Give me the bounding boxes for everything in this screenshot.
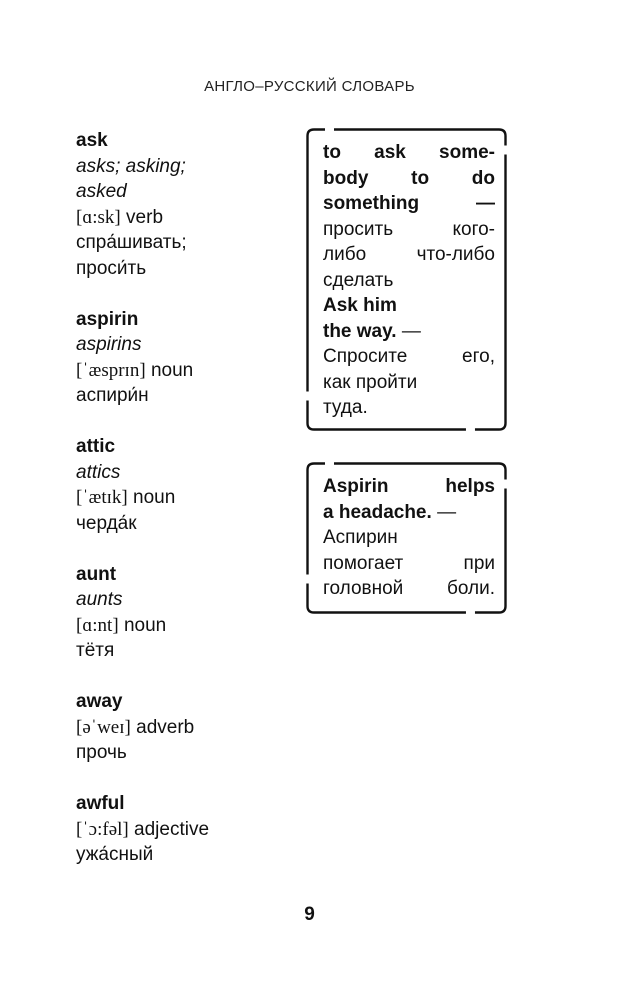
dash: —: [437, 501, 457, 523]
word-forms: attics: [76, 461, 121, 483]
transcription: [ˈæsprɪn]: [76, 359, 146, 381]
pronunciation-line: [76, 485, 286, 511]
phrase-line: to ask some-: [323, 142, 495, 163]
example-box-aspirin: [306, 462, 507, 614]
transcription: [ɑ:nt]: [76, 614, 119, 636]
part-of-speech: adverb: [136, 716, 195, 738]
pronunciation-line: [76, 358, 286, 384]
headword: ask: [76, 130, 108, 151]
entry-away: [76, 689, 286, 766]
headword: aunt: [76, 563, 117, 585]
headword: away: [76, 691, 123, 712]
entry-ask: [76, 128, 286, 281]
entry-awful: [76, 791, 286, 868]
translation: аспири́н: [76, 385, 149, 406]
phrase-line: body to do: [323, 167, 495, 189]
example-line: Ask him: [323, 295, 397, 316]
word-forms: asked: [76, 181, 127, 202]
pronunciation-line: [76, 205, 286, 231]
example-translation-line: помогает при: [323, 552, 495, 574]
headword: attic: [76, 436, 116, 457]
example-translation-line: Спросите его,: [323, 346, 495, 367]
transcription: [ˈɔ:fəl]: [76, 818, 129, 840]
example-line: the way.: [323, 320, 397, 342]
transcription: [əˈweɪ]: [76, 716, 131, 738]
example-translation-line: головной боли.: [323, 578, 495, 599]
part-of-speech: noun: [133, 487, 176, 508]
example-line-with-dash: [323, 500, 495, 526]
example-line: Aspirin helps: [323, 476, 495, 497]
dash: —: [401, 320, 421, 342]
translation: спра́шивать;: [76, 232, 187, 253]
part-of-speech: adjective: [134, 818, 210, 840]
translation: прочь: [76, 742, 127, 763]
example-line: a headache.: [323, 501, 432, 523]
example-translation-line: туда.: [323, 397, 368, 418]
example-line-with-dash: [323, 319, 495, 345]
entry-attic: [76, 434, 286, 536]
transcription: [ˈætɪk]: [76, 487, 128, 508]
phrase-translation-line: просить кого-: [323, 218, 495, 240]
dictionary-entries: [76, 128, 286, 893]
phrase-line: something —: [323, 193, 495, 214]
transcription: [ɑ:sk]: [76, 206, 121, 228]
pronunciation-line: [76, 613, 286, 639]
example-translation-line: Аспирин: [323, 527, 398, 548]
translation: черда́к: [76, 512, 137, 534]
headword: aspirin: [76, 308, 139, 330]
word-forms: asks; asking;: [76, 155, 186, 177]
example-box-ask: [306, 128, 507, 431]
entry-aspirin: [76, 307, 286, 409]
page-number: 9: [304, 904, 315, 925]
part-of-speech: noun: [150, 359, 194, 381]
word-forms: aspirins: [76, 334, 142, 355]
headword: awful: [76, 793, 125, 814]
translation: тётя: [76, 640, 115, 661]
translation: проси́ть: [76, 257, 147, 279]
entry-aunt: [76, 562, 286, 664]
running-header: АНГЛО–РУССКИЙ СЛОВАРЬ: [204, 78, 415, 95]
translation: ужа́сный: [76, 844, 154, 865]
phrase-translation-line: либо что-либо: [323, 244, 495, 265]
pronunciation-line: [76, 817, 286, 843]
phrase-translation-line: сделать: [323, 269, 394, 291]
example-translation-line: как пройти: [323, 371, 418, 393]
word-forms: aunts: [76, 589, 123, 610]
part-of-speech: noun: [123, 614, 167, 636]
pronunciation-line: [76, 715, 286, 741]
part-of-speech: verb: [126, 206, 164, 228]
